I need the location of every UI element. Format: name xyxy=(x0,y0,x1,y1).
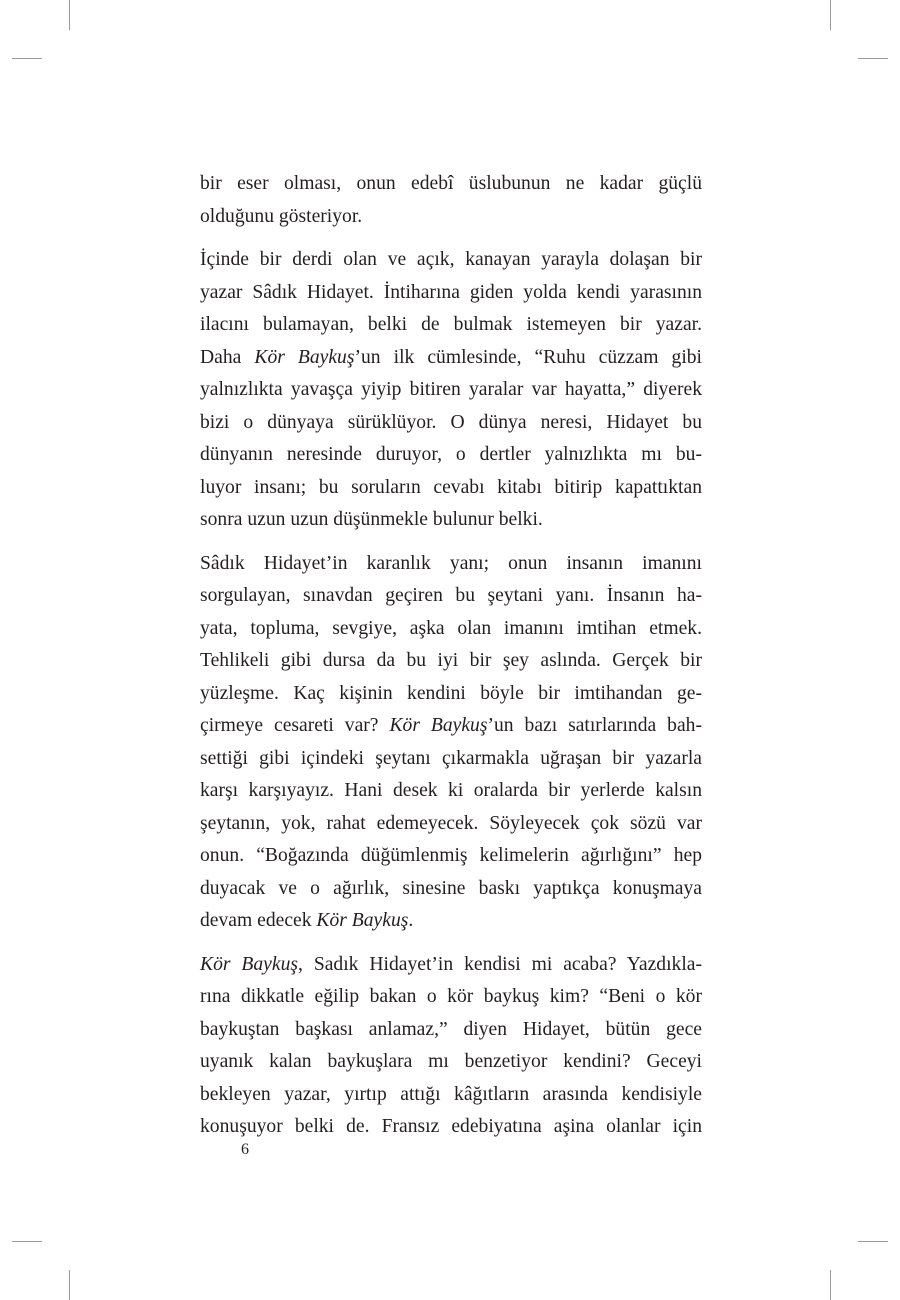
text-line xyxy=(200,342,702,375)
text-run: Tehlikeli gibi dursa da bu iyi bir şey aslında. Gerçek bir xyxy=(200,650,702,671)
text-line xyxy=(200,905,702,938)
crop-mark-bottom-left-horizontal xyxy=(12,1241,42,1242)
text-run: luyor insanı; bu soruların cevabı kitabı bitirip kapattıktan xyxy=(200,476,702,498)
text-run: çirmeye cesareti var? xyxy=(200,715,390,736)
text-run: şeytanın, yok, rahat edemeyecek. Söyleyecek çok sözü var xyxy=(200,812,702,834)
paragraph xyxy=(200,168,702,233)
text-run: bir eser olması, onun edebî üslubunun ne kadar güçlü xyxy=(200,173,702,194)
text-line xyxy=(200,439,702,472)
text-run: yazar Sâdık Hidayet. İntiharına giden yolda kendi yarasının xyxy=(200,281,702,303)
text-line xyxy=(200,808,702,841)
text-run: onun. “Boğazında düğümlenmiş kelimelerin ağırlığını” hep xyxy=(200,845,702,866)
text-run: . xyxy=(408,910,414,931)
text-line xyxy=(200,407,702,440)
text-run: Daha xyxy=(200,346,255,368)
text-run: yata, topluma, sevgiye, aşka olan imanını imtihan etmek. xyxy=(200,617,702,639)
text-line xyxy=(200,840,702,873)
text-line xyxy=(200,743,702,776)
text-run: sonra uzun uzun düşünmekle bulunur belki. xyxy=(200,509,543,530)
paragraph xyxy=(200,548,702,938)
text-line xyxy=(200,1079,702,1112)
text-run: bizi o dünyaya sürüklüyor. O dünya neresi, Hidayet bu xyxy=(200,411,702,433)
crop-mark-top-right-horizontal xyxy=(858,58,888,59)
text-line xyxy=(200,645,702,678)
text-run: yalnızlıkta yavaşça yiyip bitiren yaralar var hayatta,” diyerek xyxy=(200,379,702,400)
crop-mark-bottom-right-vertical xyxy=(830,1270,831,1300)
page-number: 6 xyxy=(241,1141,249,1158)
text-run: sorgulayan, sınavdan geçiren bu şeytani yanı. İnsanın ha- xyxy=(200,585,702,606)
text-line xyxy=(200,548,702,581)
crop-mark-top-left-horizontal xyxy=(12,58,42,59)
text-run: olduğunu gösteriyor. xyxy=(200,205,363,227)
text-run: ’un ilk cümlesinde, “Ruhu cüzzam gibi xyxy=(354,346,702,368)
text-run: karşı karşıyayız. Hani desek ki oralarda bir yerlerde kalsın xyxy=(200,780,702,801)
text-run: dünyanın neresinde duruyor, o dertler yalnızlıkta mı bu- xyxy=(200,444,702,465)
text-line xyxy=(200,580,702,613)
body-text xyxy=(200,168,702,1155)
crop-mark-top-left-vertical xyxy=(69,0,70,30)
text-line xyxy=(200,613,702,646)
text-line xyxy=(200,710,702,743)
text-run: rına dikkatle eğilip bakan o kör baykuş kim? “Beni o kör xyxy=(200,986,702,1007)
text-run: settiği gibi içindeki şeytanı çıkarmakla uğraşan bir yazarla xyxy=(200,747,702,769)
text-run: yüzleşme. Kaç kişinin kendini böyle bir imtihandan ge- xyxy=(200,682,702,704)
text-run: İçinde bir derdi olan ve açık, kanayan yarayla dolaşan bir xyxy=(200,249,702,270)
paragraph xyxy=(200,244,702,537)
paragraph xyxy=(200,949,702,1144)
text-run: ’un bazı satırlarında bah- xyxy=(487,715,702,736)
text-line xyxy=(200,277,702,310)
text-line xyxy=(200,678,702,711)
text-run: ilacını bulamayan, belki de bulmak istemeyen bir yazar. xyxy=(200,314,702,335)
text-line xyxy=(200,1046,702,1079)
italic-title: Kör Baykuş xyxy=(316,910,409,931)
text-run: baykuştan başkası anlamaz,” diyen Hidayet, bütün gece xyxy=(200,1018,702,1040)
text-line xyxy=(200,775,702,808)
text-run: duyacak ve o ağırlık, sinesine baskı yaptıkça konuşmaya xyxy=(200,877,702,899)
text-line xyxy=(200,1014,702,1047)
crop-mark-bottom-right-horizontal xyxy=(858,1241,888,1242)
text-line xyxy=(200,168,702,201)
text-run: uyanık kalan baykuşlara mı benzetiyor kendini? Geceyi xyxy=(200,1051,702,1072)
text-line xyxy=(200,472,702,505)
text-run: devam edecek xyxy=(200,910,317,931)
text-line xyxy=(200,201,702,234)
text-line xyxy=(200,1111,702,1144)
text-line xyxy=(200,244,702,277)
text-line xyxy=(200,873,702,906)
italic-title: Kör Baykuş xyxy=(200,953,298,975)
text-line xyxy=(200,981,702,1014)
text-run: konuşuyor belki de. Fransız edebiyatına aşina olanlar için xyxy=(200,1116,702,1137)
text-line xyxy=(200,309,702,342)
text-line xyxy=(200,374,702,407)
italic-title: Kör Baykuş xyxy=(389,715,488,736)
crop-mark-top-right-vertical xyxy=(830,0,831,30)
text-run: bekleyen yazar, yırtıp attığı kâğıtların arasında kendisiyle xyxy=(200,1083,702,1105)
text-run: , Sadık Hidayet’in kendisi mi acaba? Yazdıkla- xyxy=(298,953,702,975)
text-line xyxy=(200,504,702,537)
italic-title: Kör Baykuş xyxy=(254,346,355,368)
crop-mark-bottom-left-vertical xyxy=(69,1270,70,1300)
text-line xyxy=(200,949,702,982)
text-run: Sâdık Hidayet’in karanlık yanı; onun insanın imanını xyxy=(200,552,702,574)
